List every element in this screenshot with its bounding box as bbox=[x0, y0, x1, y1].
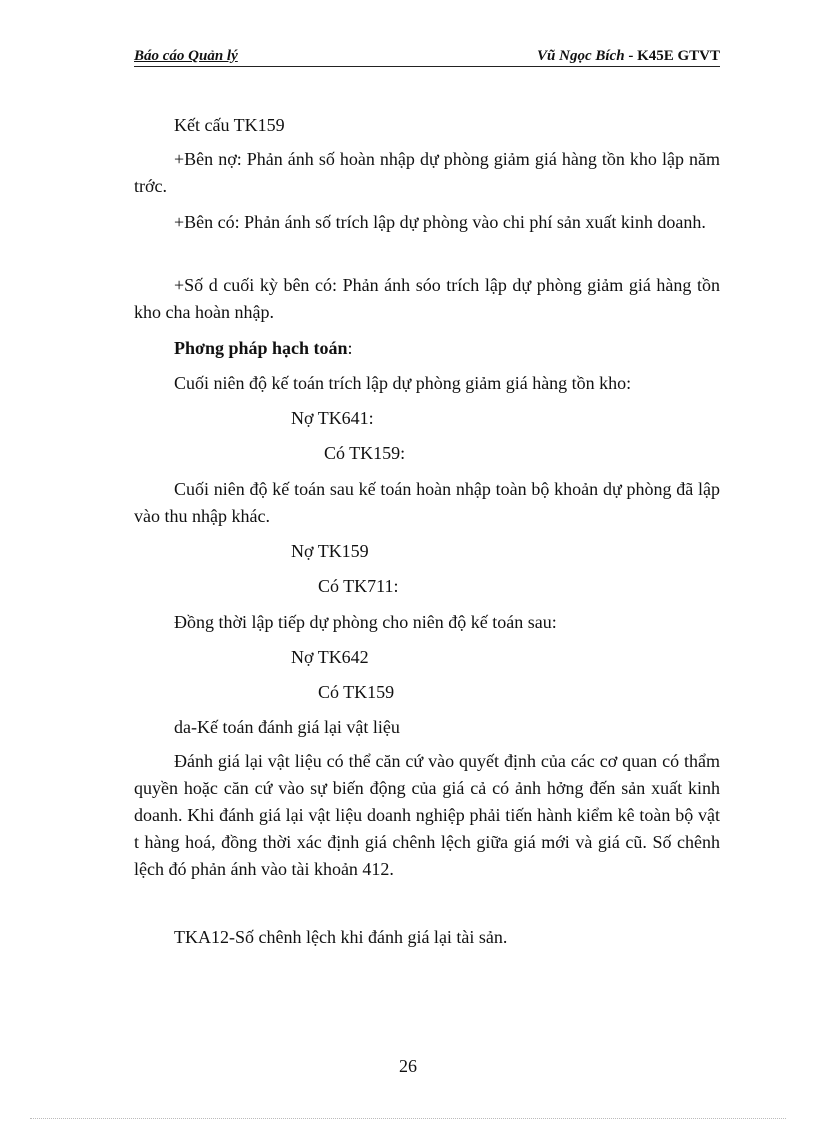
header-class: K45E GTVT bbox=[637, 48, 720, 64]
method-heading-colon: : bbox=[347, 338, 353, 358]
page-header bbox=[134, 44, 720, 67]
header-author: Vũ Ngọc Bích bbox=[537, 48, 625, 64]
paragraph-debit-side: +Bên nợ: Phản ánh số hoàn nhập dự phòng giảm giá hàng tồn kho lập năm trớc. bbox=[134, 149, 720, 196]
footer-divider bbox=[30, 1118, 786, 1119]
paragraph-credit-side: +Bên có: Phản ánh số trích lập dự phòng vào chi phí sản xuất kinh doanh. bbox=[174, 212, 706, 232]
paragraph-revaluation: Đánh giá lại vật liệu có thể căn cứ vào quyết định của các cơ quan có thẩm quyền hoặc căn cứ vào sự biến động của giá cả có ảnh hởng đến sản xuất kinh doanh. Khi đánh giá lại vật liệu doanh nghiệp phải tiến hành kiểm kê toàn bộ vật t hàng hoá, đồng thời xác định giá chênh lệch giữa giá mới và giá cũ. Số chênh lệch đó phản ánh vào tài khoản 412. bbox=[134, 751, 720, 879]
paragraph-year-end-provision: Cuối niên độ kế toán trích lập dự phòng giảm giá hàng tồn kho: bbox=[174, 373, 632, 393]
entry-credit-tk159: Có TK159: bbox=[324, 443, 406, 463]
paragraph-structure-title: Kết cấu TK159 bbox=[174, 115, 285, 135]
entry-credit-tk159-2: Có TK159 bbox=[318, 682, 395, 702]
method-heading: Phơng pháp hạch toán bbox=[174, 338, 348, 358]
entry-debit-tk642: Nợ TK642 bbox=[291, 647, 369, 667]
header-separator: - bbox=[624, 48, 638, 64]
paragraph-tk412: TKA12-Số chênh lệch khi đánh giá lại tài sản. bbox=[174, 927, 508, 947]
paragraph-ending-balance: +Số d cuối kỳ bên có: Phản ánh sóo trích lập dự phòng giảm giá hàng tồn kho cha hoàn nhập. bbox=[134, 275, 720, 322]
entry-debit-tk641: Nợ TK641: bbox=[291, 408, 374, 428]
section-revaluation-title: da-Kế toán đánh giá lại vật liệu bbox=[174, 717, 400, 737]
paragraph-reversal: Cuối niên độ kế toán sau kế toán hoàn nhập toàn bộ khoản dự phòng đã lập vào thu nhập khác. bbox=[134, 479, 720, 526]
header-report-title: Báo cáo Quản lý bbox=[134, 48, 238, 64]
header-author-class bbox=[537, 48, 720, 65]
entry-debit-tk159: Nợ TK159 bbox=[291, 541, 369, 561]
page-number: 26 bbox=[399, 1056, 417, 1076]
paragraph-next-provision: Đồng thời lập tiếp dự phòng cho niên độ kế toán sau: bbox=[174, 612, 557, 632]
method-heading-line bbox=[134, 335, 720, 362]
entry-credit-tk711: Có TK711: bbox=[318, 576, 399, 596]
